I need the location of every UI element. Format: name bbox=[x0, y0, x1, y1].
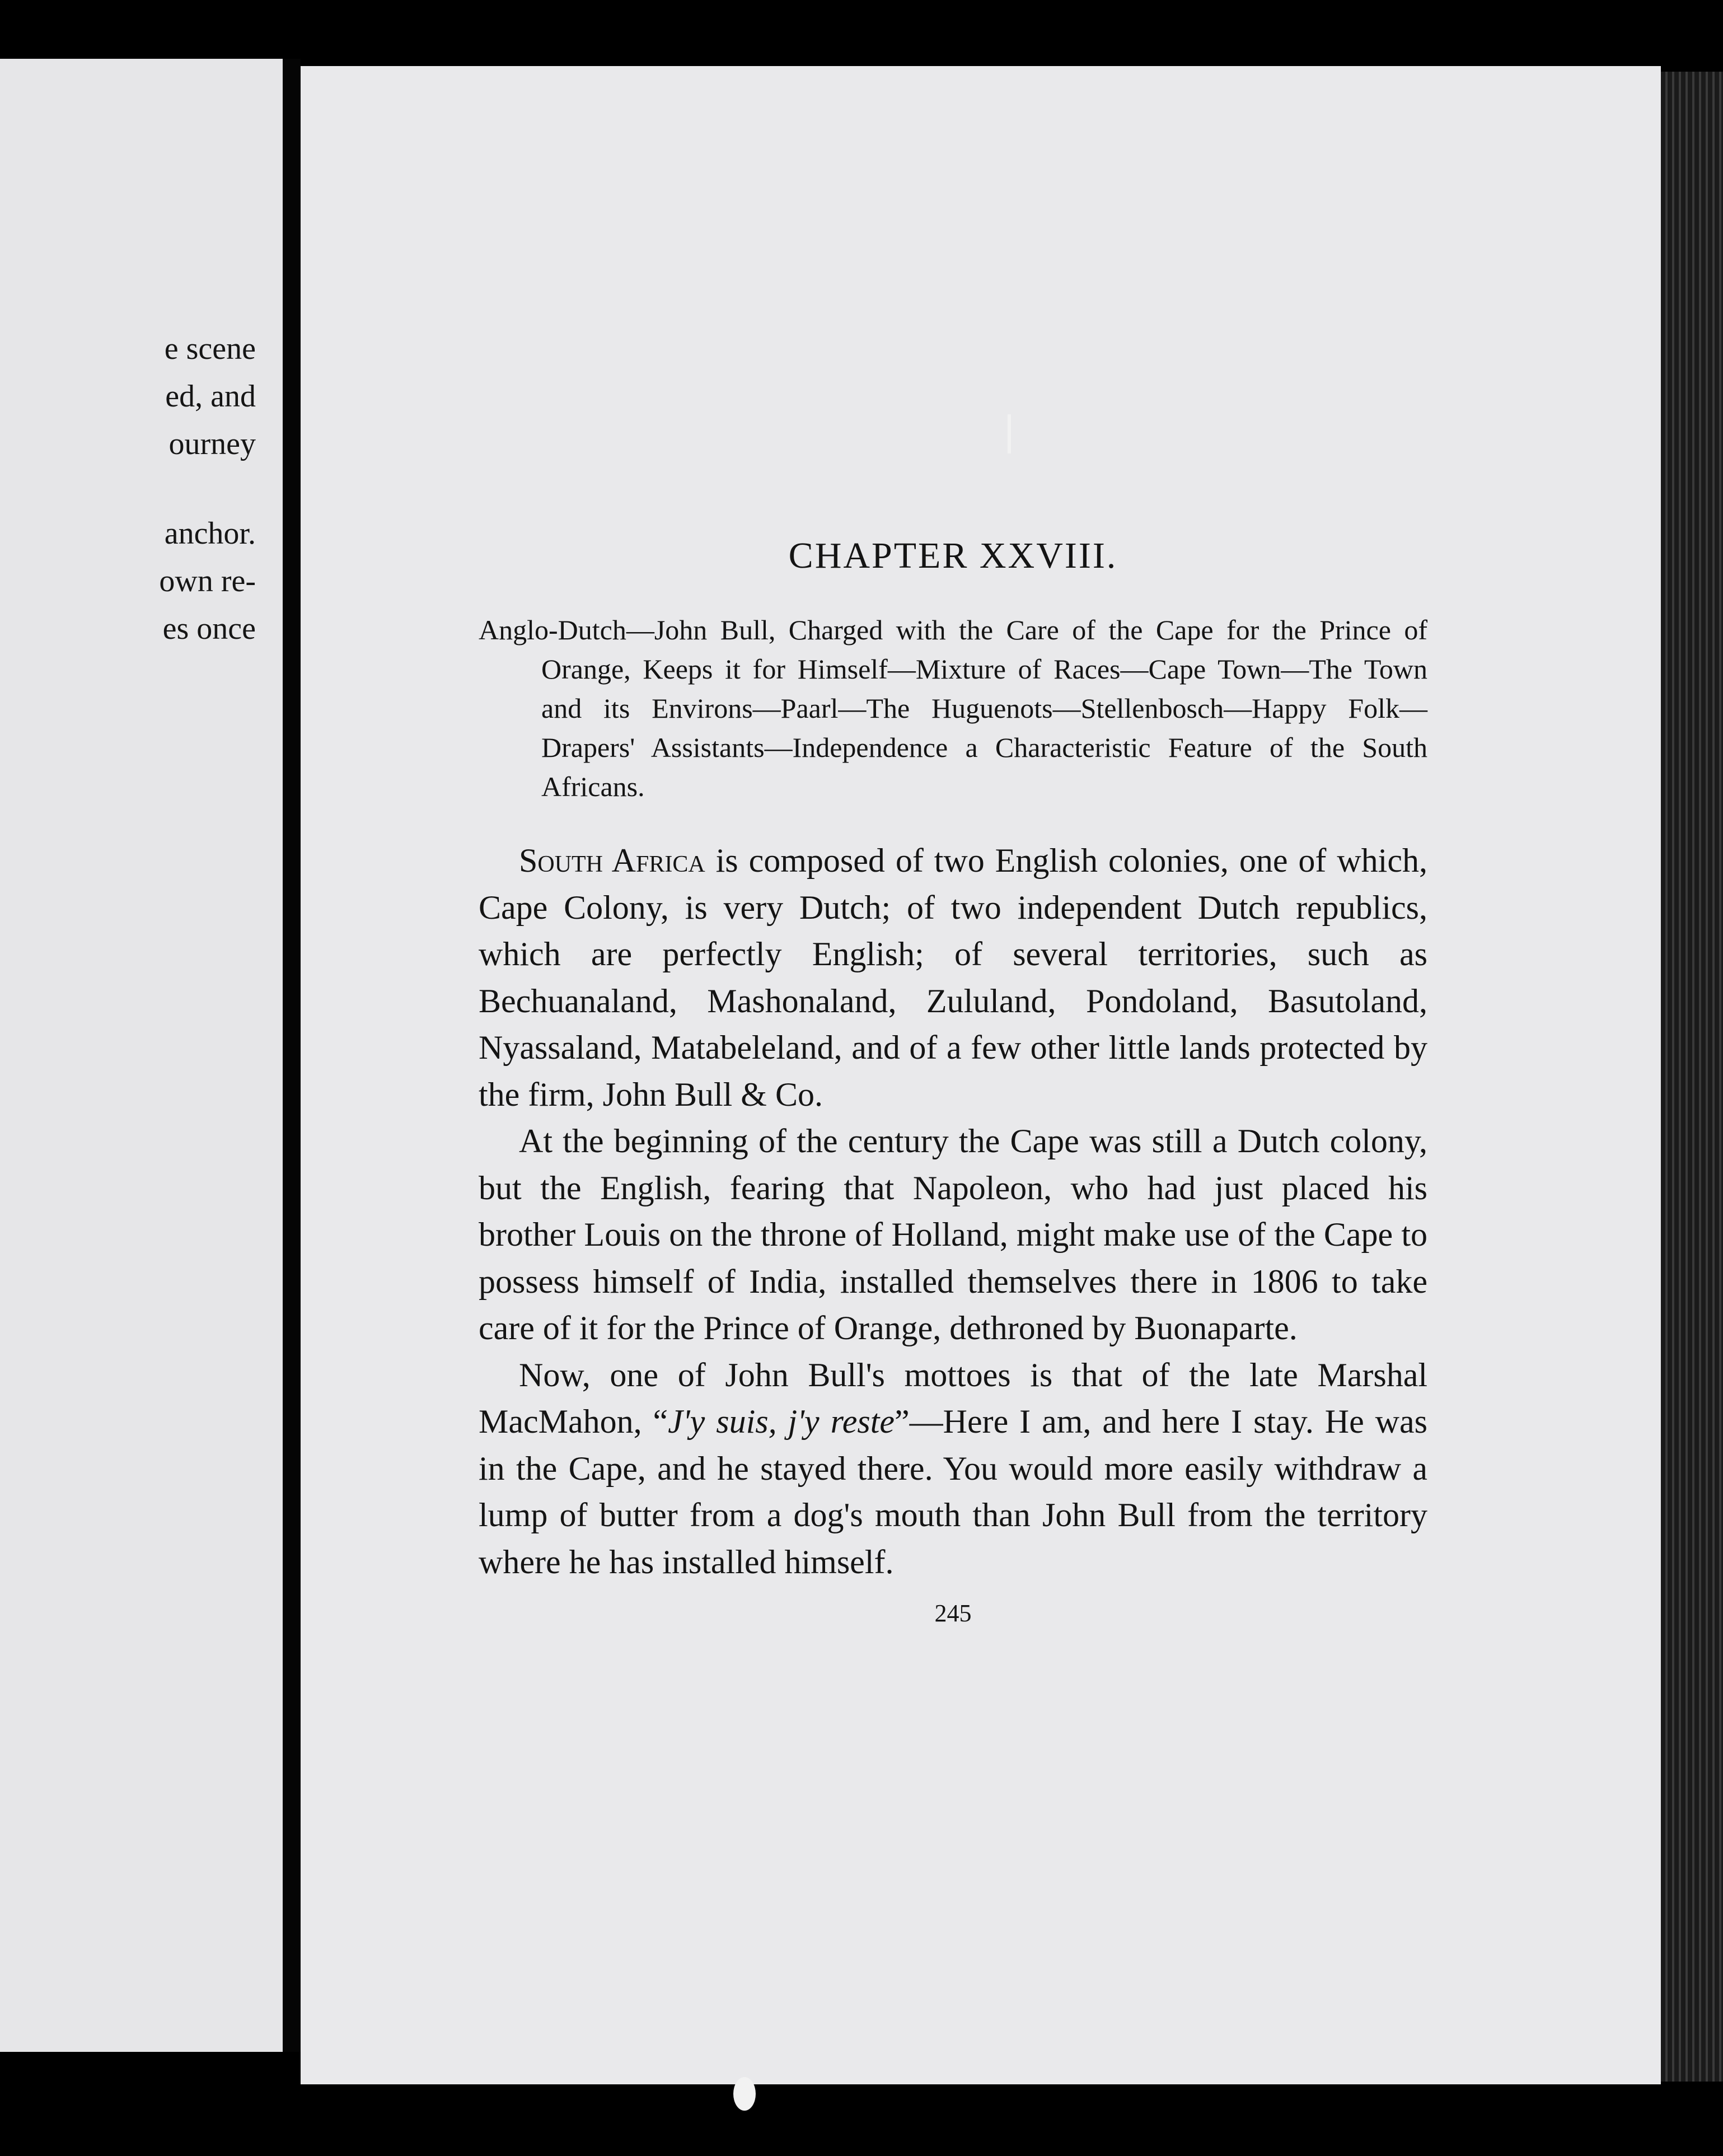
paragraph-text: Now, one of John Bull's mottoes is that of the late Marshal MacMahon, “ bbox=[479, 1356, 1427, 1440]
scan-speck bbox=[1008, 414, 1011, 453]
page-text bbox=[479, 531, 1427, 1630]
paragraph-1 bbox=[479, 838, 1427, 1118]
previous-page-line: anchor. bbox=[164, 516, 256, 551]
chapter-title: CHAPTER XXVIII. bbox=[788, 535, 1118, 576]
page-edges bbox=[1661, 72, 1723, 2082]
chapter-summary: Anglo-Dutch—John Bull, Charged with the Care of the Cape for the Prince of Orange, Keeps it for Himself—Mixture of Races—Cape Town—The Town and its Environs—Paarl—The Huguenots—Stellenbosch—Happy Folk—Drapers' Assistants—Independence a Characteristic Feature of the South Africans. bbox=[479, 614, 1427, 802]
book-gutter bbox=[283, 59, 301, 2052]
page-number: 245 bbox=[934, 1600, 972, 1627]
paragraph-text: is composed of two English colonies, one of which, Cape Colony, is very Dutch; of two independent Dutch republics, which are perfectly English; of several territories, such as Bechuanaland, Mashonaland, Zululand, Pondoland, Basutoland, Nyassaland, Matabeleland, and of a few other little lands protected by the firm, John Bull & Co. bbox=[479, 842, 1427, 1113]
previous-page-line: own re- bbox=[159, 564, 256, 598]
previous-page bbox=[0, 59, 283, 2052]
scan-speck bbox=[733, 2077, 756, 2111]
previous-page-line: es once bbox=[162, 611, 256, 646]
paragraph-3 bbox=[479, 1352, 1427, 1586]
paragraph-lead: South Africa bbox=[519, 842, 705, 879]
paragraph-2: At the beginning of the century the Cape was still a Dutch colony, but the English, fearing that Napoleon, who had just placed his brother Louis on the throne of Holland, might make use of the Cape to possess himself of India, installed themselves there in 1806 to take care of it for the Prince of Orange, dethroned by Buonaparte. bbox=[479, 1123, 1427, 1346]
previous-page-line: ed, and bbox=[165, 379, 256, 414]
french-quote: J'y suis, j'y reste bbox=[668, 1403, 895, 1440]
previous-page-line: ourney bbox=[168, 427, 256, 461]
paragraph-text: ”—Here I am, and here I stay. He was in the Cape, and he stayed there. You would more easily withdraw a lump of butter from a dog's mouth than John Bull from the territory where he has installed himself. bbox=[479, 1403, 1427, 1580]
previous-page-line: e scene bbox=[164, 331, 256, 366]
